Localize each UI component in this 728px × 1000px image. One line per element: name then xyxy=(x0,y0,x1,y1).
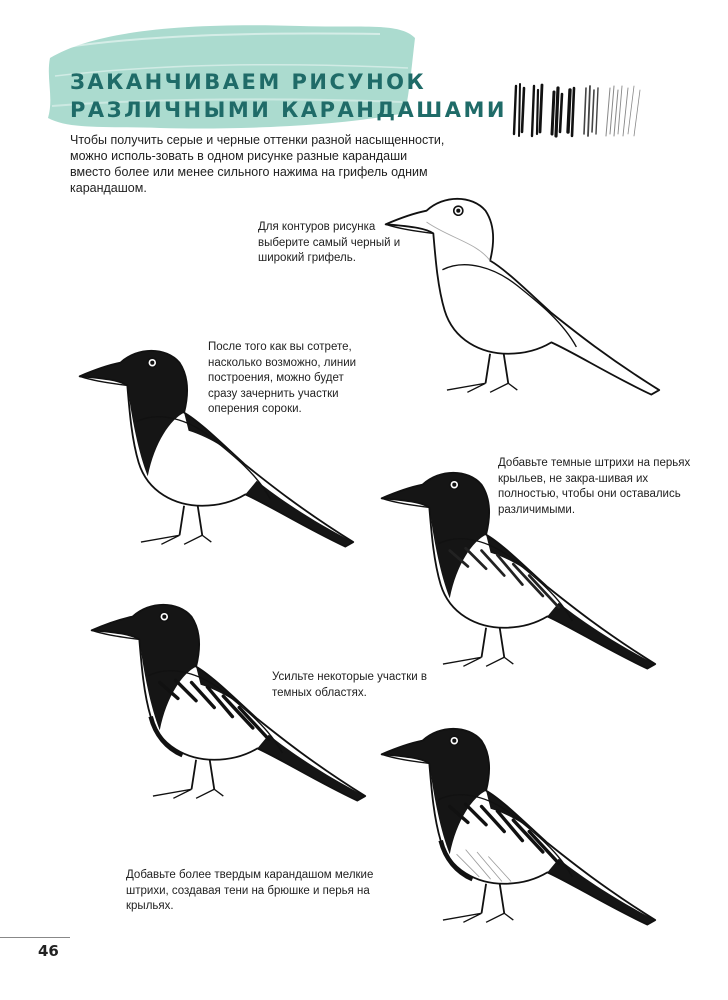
magpie-drawing-icon xyxy=(378,188,668,398)
magpie-drawing-icon xyxy=(374,718,664,928)
step-1-caption: Для контуров рисунка выберите самый черный и широкий грифель. xyxy=(258,221,401,264)
step-2-caption: После того как вы сотрете, насколько возможно, линии построения, можно будет сразу зачернить участки оперения сороки. xyxy=(208,341,357,415)
title-line-1: ЗАКАНЧИВАЕМ РИСУНОК xyxy=(70,70,427,94)
intro-paragraph: Чтобы получить серые и черные оттенки разной насыщенности, можно исполь-зовать в одном рисунке разные карандаши вместо более или менее сильного нажима на грифель одним карандашом. xyxy=(70,133,445,195)
magpie-drawing-icon xyxy=(72,340,362,550)
step-5-caption: Добавьте более твердым карандашом мелкие штрихи, создавая тени на брюшке и перья на крыльях. xyxy=(126,869,374,912)
title-line-2: РАЗЛИЧНЫМИ КАРАНДАШАМИ xyxy=(70,98,507,122)
footer-rule xyxy=(0,937,70,938)
step-3-caption: Добавьте темные штрихи на перьях крыльев, не закра-шивая их полностью, чтобы они оставались различимыми. xyxy=(498,457,691,516)
page-number: 46 xyxy=(38,942,59,960)
magpie-drawing-icon xyxy=(374,462,664,672)
pencil-strokes-icon xyxy=(510,82,650,140)
magpie-drawing-icon xyxy=(84,594,374,804)
page-title xyxy=(70,68,507,124)
step-4-caption: Усильте некоторые участки в темных областях. xyxy=(272,671,427,699)
